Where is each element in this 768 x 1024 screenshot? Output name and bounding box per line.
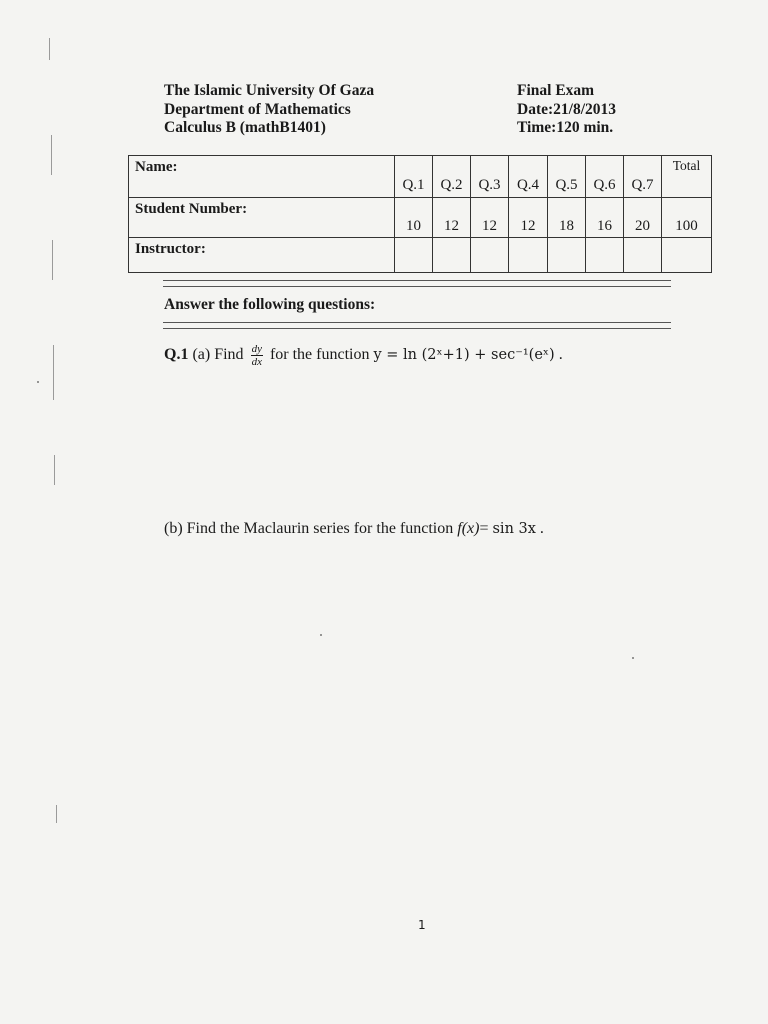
punctuation: .: [539, 520, 544, 537]
table-row-header: [129, 156, 712, 198]
exam-type: Final Exam: [517, 82, 595, 99]
marks-cell: 12: [509, 198, 548, 238]
marks-cell: 10: [395, 198, 433, 238]
question-1b: [164, 520, 544, 538]
marks-cell: 12: [433, 198, 471, 238]
student-number-label: Student Number:: [135, 201, 248, 217]
exam-date: Date:21/8/2013: [517, 100, 617, 118]
score-cell: [586, 238, 624, 273]
marks-cell: 20: [624, 198, 662, 238]
instructor-label: Instructor:: [135, 241, 206, 257]
department-name: Department of Mathematics: [164, 100, 351, 118]
scan-speck: [632, 657, 634, 659]
score-cell: [471, 238, 509, 273]
total-score-cell: [662, 238, 712, 273]
scan-speck: [37, 381, 39, 383]
divider: [163, 280, 671, 287]
question-header-cell: Q.5: [548, 156, 586, 198]
question-text: for the function: [269, 346, 370, 364]
total-marks-cell: 100: [662, 198, 712, 238]
score-cell: [624, 238, 662, 273]
scan-artifact: [49, 38, 50, 60]
question-header-cell: Q.2: [433, 156, 471, 198]
function-expression: sin 3x: [492, 521, 536, 537]
question-text: (b) Find the Maclaurin series for the function: [164, 520, 454, 537]
question-header-cell: Q.7: [624, 156, 662, 198]
exam-header-right: [517, 82, 616, 138]
function-name: f(x): [457, 520, 480, 537]
marks-cell: 16: [586, 198, 624, 238]
student-number-cell: [129, 198, 395, 238]
question-header-cell: Q.1: [395, 156, 433, 198]
scan-artifact: [53, 345, 54, 400]
punctuation: .: [558, 346, 563, 364]
fraction-denominator: dx: [251, 356, 262, 368]
score-cell: [548, 238, 586, 273]
course-name: Calculus B (mathB1401): [164, 119, 326, 136]
university-name: The Islamic University Of Gaza: [164, 82, 375, 99]
scan-artifact: [56, 805, 57, 823]
name-label: Name:: [135, 159, 178, 175]
cover-table: [128, 155, 712, 273]
page-number: 1: [418, 918, 426, 932]
score-cell: [433, 238, 471, 273]
derivative-fraction: [251, 343, 263, 368]
scan-artifact: [51, 135, 52, 175]
exam-header-left: [164, 82, 374, 138]
instructor-cell: [129, 238, 395, 273]
question-1a: [164, 343, 563, 368]
marks-cell: 18: [548, 198, 586, 238]
question-part-a: (a) Find: [192, 346, 244, 364]
question-header-cell: Q.4: [509, 156, 548, 198]
scan-artifact: [54, 455, 55, 485]
marks-cell: 12: [471, 198, 509, 238]
name-cell: [129, 156, 395, 198]
total-header-cell: Total: [662, 156, 712, 198]
equals-sign: =: [479, 520, 489, 537]
scan-artifact: [52, 240, 53, 280]
table-row-instructor: [129, 238, 712, 273]
question-header-cell: Q.6: [586, 156, 624, 198]
fraction-numerator: dy: [251, 343, 262, 355]
question-header-cell: Q.3: [471, 156, 509, 198]
score-cell: [509, 238, 548, 273]
table-row-marks: [129, 198, 712, 238]
question-number: Q.1: [164, 346, 189, 364]
score-cell: [395, 238, 433, 273]
instructions-heading: Answer the following questions:: [164, 296, 376, 313]
exam-time: Time:120 min.: [517, 119, 614, 136]
function-expression: y = ln (2ˣ+1) + sec⁻¹(eˣ): [373, 347, 555, 364]
scan-speck: [320, 634, 322, 636]
divider: [163, 322, 671, 329]
